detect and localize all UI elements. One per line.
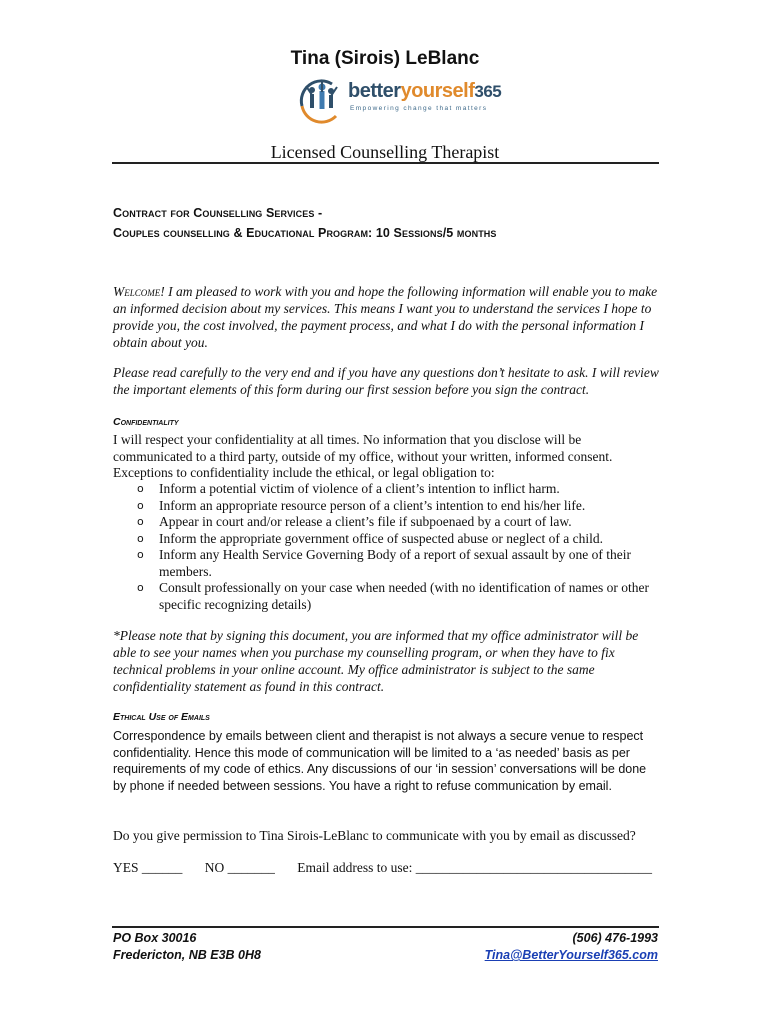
logo-better: better (348, 80, 401, 102)
yes-field[interactable]: YES ______ (113, 860, 183, 875)
bullet-marker: o (137, 482, 144, 495)
contract-title-line2: Couples counselling & Educational Program: 10 Sessions/5 months (113, 226, 497, 240)
no-field[interactable]: NO _______ (204, 860, 275, 875)
header-divider (112, 162, 659, 164)
list-item: o Appear in court and/or release a client’s file if subpoenaed by a court of law. (137, 514, 572, 529)
ethical-emails-heading: Ethical Use of Emails (113, 711, 210, 723)
welcome-lead: Welcome! (113, 284, 165, 299)
footer-contact (485, 930, 658, 964)
people-logo-icon (296, 76, 346, 124)
list-item: o Inform the appropriate government office of suspected abuse or neglect of a child. (137, 530, 603, 546)
welcome-paragraph (113, 283, 663, 351)
contract-title-line1: Contract for Counselling Services - (113, 206, 323, 220)
bullet-marker: o (137, 515, 144, 528)
page-subtitle: Licensed Counselling Therapist (270, 142, 500, 162)
email-address-field[interactable]: Email address to use: ___________________________________ (297, 860, 652, 875)
email-link[interactable]: Tina@BetterYourself365.com (484, 948, 658, 962)
po-box: PO Box 30016 (113, 931, 197, 945)
admin-note-paragraph: *Please note that by signing this document, you are informed that my office administrator will be able to see your names when you purchase my counselling program, or when they have to fix technical problems in your online account. My office administrator is subject to the same confidentiality statement as found in this contract. (113, 628, 639, 694)
brand-logo (296, 76, 502, 124)
bullet-marker: o (137, 548, 144, 561)
email-permission-question: Do you give permission to Tina Sirois-LeBlanc to communicate with you by email as discussed? (113, 828, 636, 843)
list-item: o Inform any Health Service Governing Body of a report of sexual assault by one of their members. (137, 547, 631, 579)
logo-yourself: yourself (400, 80, 475, 102)
confidentiality-intro: I will respect your confidentiality at all times. No information that you disclose will be communicated to a third party, outside of my office, without your written, informed consent. Exceptions to confidentiality include the ethical, or legal obligation to: (113, 432, 613, 480)
logo-wordmark (348, 80, 501, 103)
list-item: o Inform an appropriate resource person of a client’s intention to end his/her life. (137, 497, 586, 513)
confidentiality-heading: Confidentiality (113, 416, 179, 428)
read-note-paragraph: Please read carefully to the very end and if you have any questions don’t hesitate to ask. I will review the important elements of this form during our first session before you sign the contract. (113, 365, 659, 397)
email-permission-answer-line (113, 860, 671, 876)
confidentiality-exceptions-list (113, 481, 658, 613)
list-item: o Inform a potential victim of violence of a client’s intention to inflict harm. (137, 481, 560, 496)
welcome-text: I am pleased to work with you and hope the following information will enable you to make an informed decision about my services. This means I want you to understand the services I hope to provide you, the cost involved, the payment process, and what I do with the personal information I obtain about you. (113, 284, 658, 350)
therapist-name: Tina (Sirois) LeBlanc (290, 48, 480, 69)
list-item: o Consult professionally on your case when needed (with no identification of names or other specific recognizing details) (137, 580, 650, 612)
logo-tagline: Empowering change that matters (350, 105, 488, 112)
city-postal: Fredericton, NB E3B 0H8 (113, 948, 261, 962)
bullet-marker: o (137, 531, 144, 545)
bullet-marker: o (137, 581, 144, 594)
footer-address (113, 930, 261, 964)
logo-number: 365 (474, 82, 502, 101)
ethical-emails-paragraph: Correspondence by emails between client and therapist is not always a secure venue to respect confidentiality. Hence this mode of communication will be limited to a ‘as needed’ basis as per requirements of my code of ethics. Any discussions of our ‘in session’ conversations will be done by phone if needed between sessions. You have a right to refuse communication by email. (113, 729, 647, 793)
bullet-marker: o (137, 498, 144, 512)
phone-number: (506) 476-1993 (572, 931, 658, 945)
footer-divider (112, 926, 659, 928)
